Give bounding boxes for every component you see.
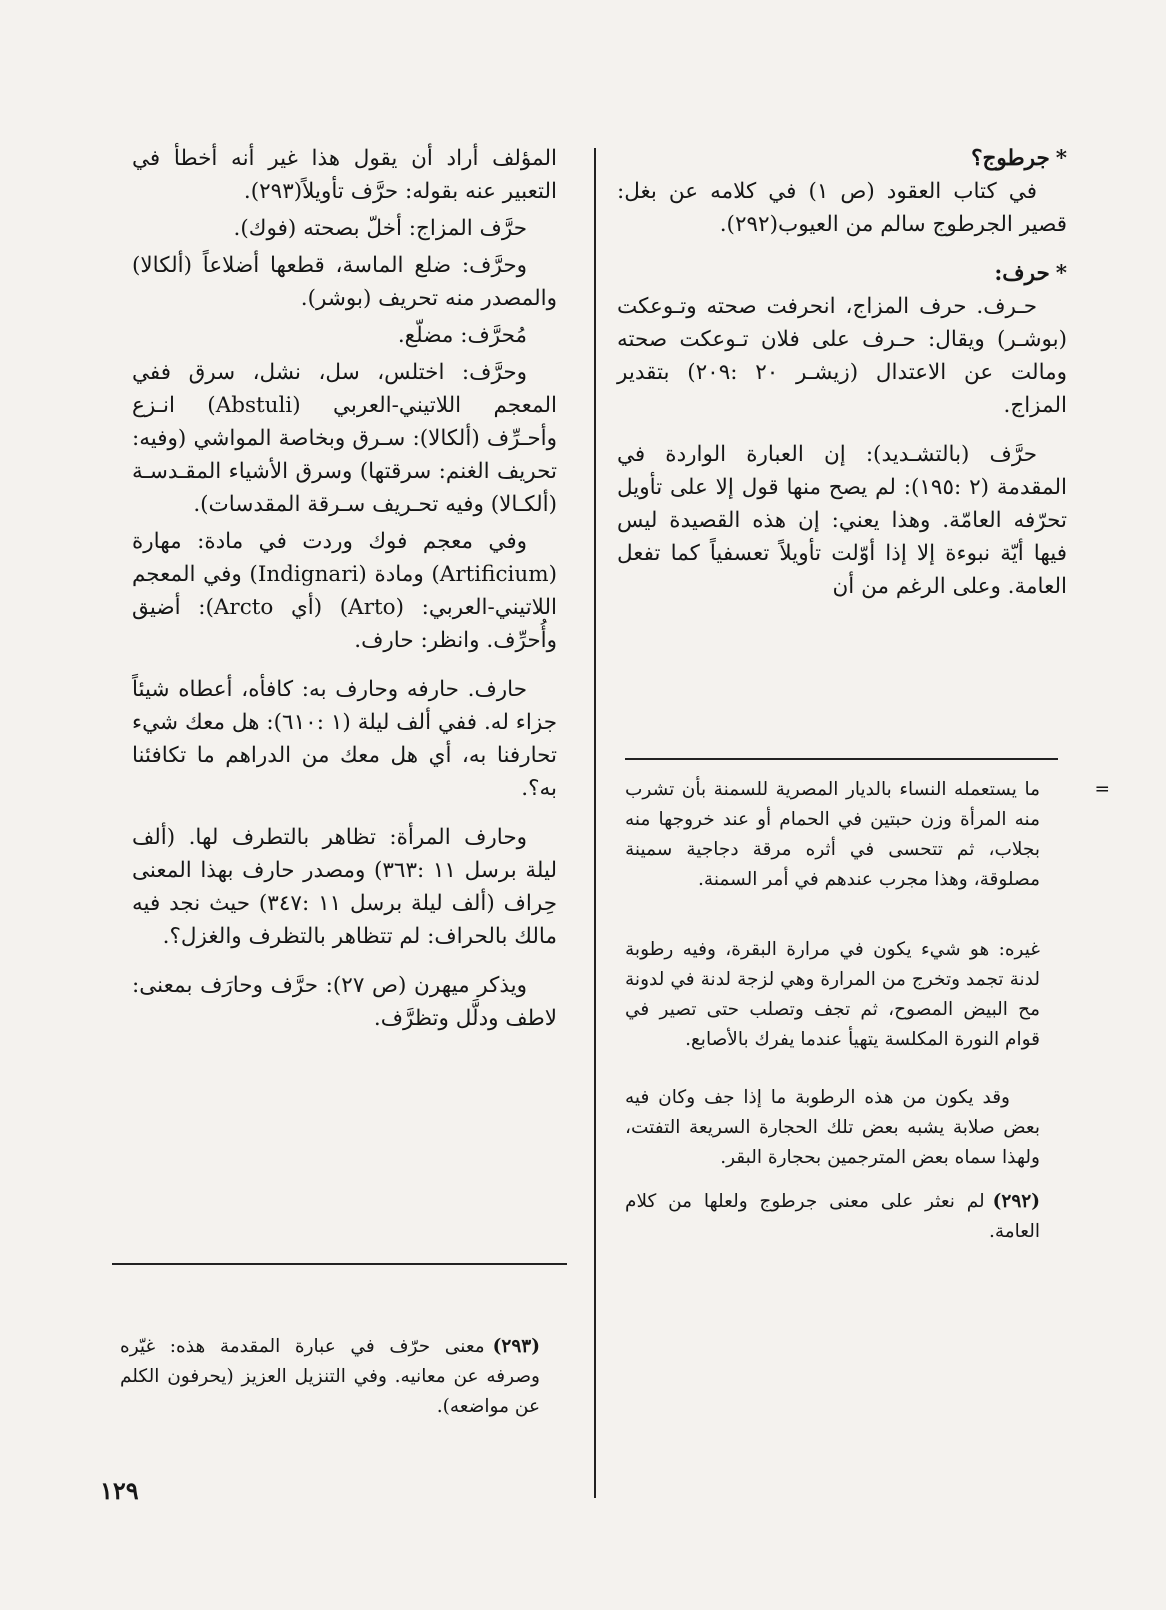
footnote-divider — [625, 758, 1058, 760]
entry-paragraph: مُحرَّف: مضلّع. — [397, 323, 527, 348]
column-divider — [594, 148, 596, 1498]
right-column — [617, 142, 1067, 607]
entry-paragraph: في كتاب العقود (ص ١) في كلامه عن بغل: قصير الجرطوج سالم من العيوب(٢٩٢). — [617, 179, 1067, 237]
entry-paragraph: وحرَّف: ضلع الماسة، قطعها أضلاعاً (ألكالا) والمصدر منه تحريف (بوشر). — [132, 253, 557, 311]
footnote-text: ما يستعمله النساء بالديار المصرية للسمنة بأن تشرب منه المرأة وزن حبتين في الحمام أو عند خروجها منه بجلاب، ثم تتحسى في أثره مرقة دجاجية سمينة مصلوقة، وهذا مجرب عندهم في أمر السمنة. — [625, 779, 1040, 890]
entry-heading — [617, 142, 1067, 175]
right-footnotes — [625, 775, 1110, 1251]
footnote-text — [625, 1187, 1040, 1247]
entry-paragraph: المؤلف أراد أن يقول هذا غير أنه أخطأ في التعبير عنه بقوله: حرَّف تأويلاً(٢٩٣). — [132, 146, 557, 204]
entry-title: حرف: — [994, 261, 1050, 286]
entry-paragraph: حرَّف المزاج: أخلّ بصحته (فوك). — [233, 216, 527, 241]
footnote-text: وقد يكون من هذه الرطوبة ما إذا جف وكان فيه بعض صلابة يشبه بعض تلك الحجارة السريعة التفتت، ولهذا سماه بعض المترجمين بحجارة البقر. — [625, 1087, 1040, 1168]
entry-paragraph: حرَّف (بالتشـديد): إن العبارة الواردة في المقدمة (٢ :١٩٥): لم يصح منها قول إلا على تأويل تحرّفه العامّة. وهذا يعني: إن هذه القصيدة ليس فيها أيّة نبوءة إلا إذا أوّلت تأويلاً تعسفياً كما تفعل العامة. وعلى الرغم من أن — [617, 442, 1067, 599]
footnote-number: (٢٩٣) — [492, 1336, 540, 1357]
entry-star: * — [1055, 146, 1067, 171]
page-number: ١٢٩ — [100, 1476, 139, 1505]
footnote-body: لم نعثر على معنى جرطوج ولعلها من كلام العامة. — [625, 1191, 1040, 1242]
entry-paragraph: حارف. حارفه وحارف به: كافأه، أعطاه شيئاً جزاء له. ففي ألف ليلة (١ :٦١٠): هل معك شيء تحارفنا به، أي هل معك من الدراهم ما تكافئنا به؟. — [132, 677, 558, 801]
entry-paragraph: ويذكر ميهرن (ص ٢٧): حرَّف وحارَف بمعنى: لاطف ودلَّل وتظرَّف. — [132, 973, 557, 1031]
footnote-number: (٢٩٢) — [992, 1191, 1040, 1212]
continuation-marker: = — [1094, 779, 1110, 800]
footnote-divider — [112, 1263, 567, 1265]
left-footnotes — [120, 1332, 540, 1426]
footnote-text: غيره: هو شيء يكون في مرارة البقرة، وفيه رطوبة لدنة تجمد وتخرج من المرارة وهي لزجة لدنة في لدونة مح البيض المصوح، ثم تجف وتصلب حتى تصير في قوام النورة المكلسة يتهيأ عندما يفرك بالأصابع. — [625, 939, 1040, 1050]
entry-heading — [617, 257, 1067, 290]
footnote-text — [120, 1332, 540, 1422]
footnote-body: معنى حرّف في عبارة المقدمة هذه: غيّره وصرفه عن معانيه. وفي التنزيل العزيز (يحرفون الكلم عن مواضعه). — [120, 1336, 540, 1417]
entry-paragraph: وحارف المرأة: تظاهر بالتطرف لها. (ألف ليلة برسل ١١ :٣٦٣) ومصدر حارف بهذا المعنى حِراف (ألف ليلة برسل ١١ :٣٤٧) حيث نجد فيه مالك بالحراف: لم تتظاهر بالتظرف والغزل؟. — [132, 825, 558, 949]
entry-paragraph: وحرَّف: اختلس، سل، نشل، سرق ففي المعجم اللاتيني-العربي (Abstuli) انـزع وأحـرِّف (ألكالا): سـرق وبخاصة المواشي (وفيه: تحريف الغنم: سرقتها) وسرق الأشياء المقـدسـة (ألكـالا) وفيه تحـريف سـرقة المقدسات). — [132, 360, 558, 517]
left-column — [132, 142, 557, 1039]
entry-paragraph: وفي معجم فوك وردت في مادة: مهارة (Artificium) ومادة (Indignari) وفي المعجم اللاتيني-العربي: (Arto) (أي Arcto): أضيق وأُحرِّف. وانظر: حارف. — [132, 529, 557, 653]
entry-title: جرطوج؟ — [971, 146, 1050, 171]
entry-star: * — [1055, 261, 1067, 286]
entry-paragraph: حـرف. حرف المزاج، انحرفت صحته وتـوعكت (بوشـر) ويقال: حـرف على فلان تـوعكت صحته ومالت عن الاعتدال (زيشـر ٢٠ :٢٠٩) بتقدير المزاج. — [617, 294, 1068, 418]
